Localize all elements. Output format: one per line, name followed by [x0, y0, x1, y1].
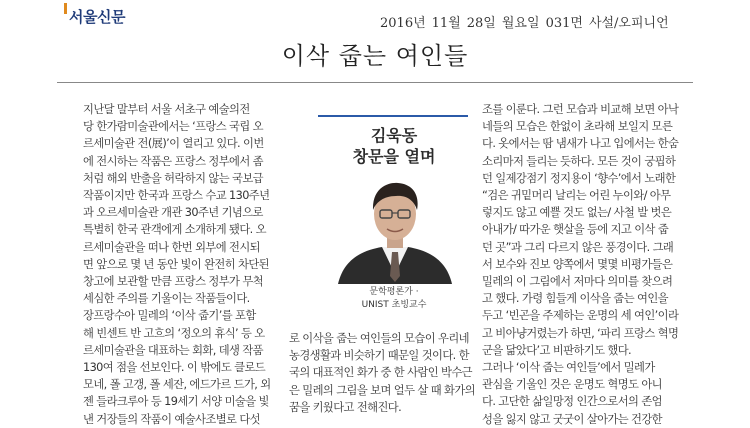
masthead	[64, 3, 125, 27]
author-affiliation: UNIST 초빙교수	[361, 300, 427, 310]
text-line: 130여 점을 선보인다. 이 밖에도 클로드	[83, 361, 266, 375]
text-line: 군을 닮았다’고 비판하기도 했다.	[482, 343, 632, 357]
masthead-mark	[64, 3, 67, 14]
date-weekday: 월요일	[501, 16, 540, 31]
text-line: 해 빈센트 반 고흐의 ‘정오의 휴식’ 등 오	[83, 326, 265, 340]
text-line: 모네, 폴 고갱, 폴 세잔, 에드가르 드가, 외	[83, 378, 271, 392]
text-line: 장프랑수아 밀레의 ‘이삭 줍기’를 포함	[83, 309, 256, 323]
text-line: 꿈을 키웠다고 전해진다.	[289, 400, 402, 414]
date-month: 11월	[431, 16, 461, 31]
text-line: 르세미술관을 대표하는 회화, 데생 작품	[83, 343, 263, 357]
text-line: 특별히 한국 관객에게 소개하게 됐다. 오	[83, 223, 266, 237]
text-line: 과 오르세미술관 개관 30주년 기념으로	[83, 206, 263, 220]
text-line: 작품이지만 한국과 프랑스 수교 130주년	[83, 189, 270, 203]
author-photo	[336, 176, 454, 284]
dateline	[380, 12, 675, 31]
text-line: 면 앞으로 몇 년 동안 빛이 완전히 차단된	[83, 257, 269, 271]
text-line: 르세미술관 전(展)’이 열리고 있다. 이번	[83, 137, 264, 151]
text-line: 소리마저 들리는 듯하다. 모든 것이 궁핍하	[482, 154, 676, 168]
text-line: 농경생활과 비슷하기 때문일 것이다. 한	[289, 349, 469, 363]
text-line: 에 전시하는 작품은 프랑스 정부에서 좀	[83, 154, 263, 168]
column-byline-box	[314, 97, 474, 318]
text-line: 고 비아냥거렸는가 하면, ‘파리 프랑스 혁명	[482, 326, 679, 340]
text-line: “검은 귀밑머리 날리는 어린 누이와/ 아무	[482, 189, 671, 203]
text-line: 던 일제강점기 정지용이 ‘향수’에서 노래한	[482, 171, 676, 185]
text-line: 처럼 해외 반출을 허락하지 않는 국보급	[83, 171, 263, 185]
headline: 이삭 줍는 여인들	[281, 42, 469, 70]
author-title: 문학평론가 ·	[369, 287, 419, 297]
text-line: 로 이삭을 줍는 여인들의 모습이 우리네	[289, 332, 469, 345]
text-line: 서 보수와 진보 양쪽에서 몇몇 비평가들은	[482, 257, 673, 271]
text-line: 국의 대표적인 화가 중 한 사람인 박수근	[289, 366, 472, 380]
text-line: 던 곳”과 그리 다르지 않은 풍경이다. 그래	[482, 240, 674, 254]
date-year: 2016년	[380, 16, 426, 31]
text-line: 창고에 보관할 만큼 프랑스 정부가 무척	[83, 275, 263, 289]
text-line: 젠 들라크루아 등 19세기 서양 미술을 빛	[83, 395, 269, 409]
author-name: 김욱동	[370, 126, 418, 145]
text-line: 은 밀레의 그림을 보며 얼두 살 때 화가의	[289, 383, 475, 397]
text-line: 르세미술관을 떠나 한번 외부에 전시되	[83, 240, 260, 254]
text-line: 조를 이룬다. 그런 모습과 비교해 보면 아낙	[482, 103, 679, 116]
section-name: 사설/오피니언	[588, 16, 669, 31]
text-line: 렇지도 않고 예쁠 것도 없는/ 사철 발 벗은	[482, 206, 672, 220]
column-name: 창문을 열며	[352, 147, 436, 166]
text-line: 다. 옷에서는 땀 냄새가 나고 입에서는 한숨	[482, 137, 679, 151]
byline-accent-bar	[318, 115, 468, 117]
masthead-title: 서울신문	[69, 8, 125, 26]
text-line: 두고 ‘빈곤을 주제하는 운명의 세 여인’이라	[482, 309, 679, 323]
text-line: 성을 잃지 않고 굿굿이 살아가는 건강한	[482, 412, 662, 426]
body-column-2	[289, 330, 485, 416]
body-column-3	[482, 101, 678, 428]
page-number: 031면	[545, 16, 583, 31]
text-line: 고 했다. 가령 힘들게 이삭을 줍는 여인을	[482, 292, 668, 306]
text-line: 다. 고단한 삶일망정 인간으로서의 존엄	[482, 395, 662, 409]
text-line: 당 한가람미술관에서는 ‘프랑스 국립 오	[83, 120, 263, 134]
text-line: 세심한 주의를 기울이는 작품들이다.	[83, 292, 250, 306]
text-line: 그러나 ‘이삭 줍는 여인들’에서 밀레가	[482, 361, 655, 375]
body-column-1	[83, 101, 279, 428]
text-line: 관심을 기울인 것은 운명도 혁명도 아니	[482, 378, 662, 392]
text-line: 아내가/ 따가운 햇살을 등에 지고 이삭 줍	[482, 223, 669, 237]
text-line: 네들의 모습은 한없이 초라해 보일지 모른	[482, 120, 673, 134]
headline-rule	[57, 82, 693, 83]
date-day: 28일	[466, 16, 496, 31]
text-line: 낸 거장들의 작품이 예술사조별로 다섯	[83, 412, 260, 426]
text-line: 밀레의 이 그림에서 저마다 의미를 찾으려	[482, 275, 673, 289]
author-portrait-icon	[336, 176, 454, 284]
text-line: 지난달 말부터 서울 서초구 예술의전	[83, 103, 250, 116]
